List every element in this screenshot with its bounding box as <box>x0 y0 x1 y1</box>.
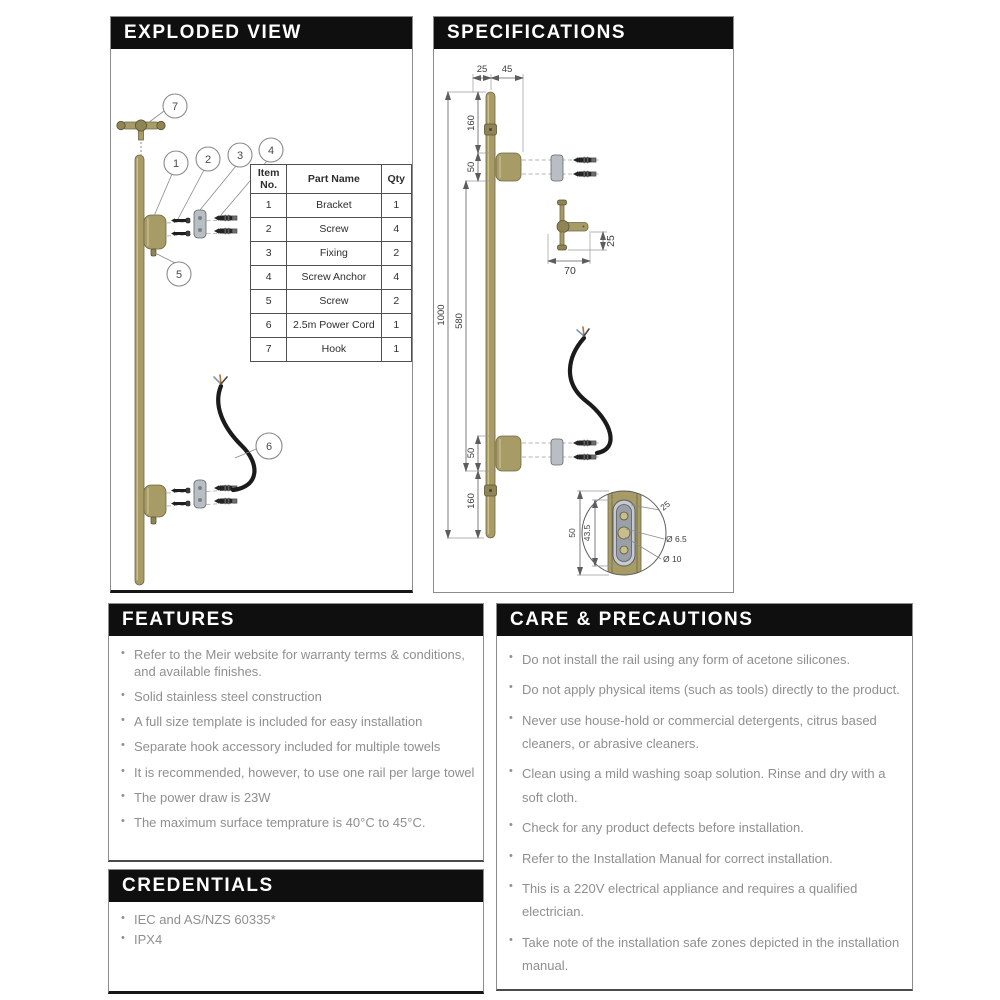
list-item: • Refer to the Installation Manual for correct installation. <box>507 847 906 870</box>
parts-table-header-item: Item No. <box>251 164 287 193</box>
credentials-header: CREDENTIALS <box>109 870 483 902</box>
dim-top <box>473 64 523 152</box>
svg-text:3: 3 <box>236 149 244 162</box>
screw-anchor <box>573 171 596 177</box>
hook-detail <box>548 200 617 277</box>
specifications-panel <box>433 16 734 593</box>
dim-70: 70 <box>564 264 576 277</box>
dim-50-top: 50 <box>466 161 477 173</box>
care-precautions-panel <box>496 603 913 991</box>
parts-table <box>250 164 412 362</box>
lower-bracket-assembly <box>496 436 599 471</box>
list-item: • Separate hook accessory included for multiple towels <box>119 738 475 755</box>
specifications-header: SPECIFICATIONS <box>434 17 733 49</box>
table-row: 6 2.5m Power Cord 1 <box>251 313 412 337</box>
table-row: 7 Hook 1 <box>251 337 412 361</box>
list-item: • Do not install the rail using any form of acetone silicones. <box>507 648 906 671</box>
list-item: • A full size template is included for easy installation <box>119 713 475 730</box>
dim-50-bottom: 50 <box>466 447 477 459</box>
fixing <box>551 439 563 465</box>
dim-dia-6-5: Ø 6.5 <box>666 533 687 544</box>
list-item: • IPX4 <box>119 930 475 950</box>
screw-anchor <box>214 215 237 221</box>
screw-anchor <box>573 454 596 460</box>
screw-anchor <box>214 228 237 234</box>
screw-anchor <box>573 440 596 446</box>
svg-text:4: 4 <box>267 144 275 157</box>
care-precautions-list <box>507 648 906 978</box>
parts-table-header-name: Part Name <box>287 164 381 193</box>
screw-anchor <box>573 157 596 163</box>
svg-text:5: 5 <box>175 268 183 281</box>
list-item: • Solid stainless steel construction <box>119 688 475 705</box>
parts-table-header-qty: Qty <box>381 164 411 193</box>
dim-580: 580 <box>454 312 465 329</box>
svg-text:2: 2 <box>204 153 212 166</box>
dim-25-detail: 25 <box>658 498 672 513</box>
dim-25: 25 <box>476 63 488 75</box>
hook <box>117 120 165 156</box>
exploded-view-body <box>111 49 412 592</box>
dim-dia-10: Ø 10 <box>663 553 682 564</box>
specifications-body <box>434 49 733 592</box>
table-row: 4 Screw Anchor 4 <box>251 265 412 289</box>
features-list <box>119 646 475 831</box>
dim-50-detail: 50 <box>567 528 577 538</box>
exploded-view-header: EXPLODED VIEW <box>111 17 412 49</box>
bracket <box>144 215 166 249</box>
table-row: 1 Bracket 1 <box>251 193 412 217</box>
cross-section-detail <box>567 491 687 575</box>
specifications-diagram <box>434 49 733 592</box>
upper-bracket-assembly <box>496 153 599 181</box>
dim-160-bottom: 160 <box>466 492 477 509</box>
exploded-view-panel <box>110 16 413 593</box>
list-item: • The maximum surface temprature is 40°C to 45°C. <box>119 814 475 831</box>
bracket <box>144 485 166 517</box>
fixing <box>194 210 206 238</box>
list-item: • Take note of the installation safe zones depicted in the installation manual. <box>507 931 906 978</box>
fixing <box>194 480 206 508</box>
dim-45: 45 <box>501 63 513 75</box>
list-item: • The power draw is 23W <box>119 789 475 806</box>
features-header: FEATURES <box>109 604 483 636</box>
screw-anchor <box>214 498 237 504</box>
dim-160-top: 160 <box>466 114 477 131</box>
svg-text:6: 6 <box>265 440 273 453</box>
list-item: • Clean using a mild washing soap solution. Rinse and dry with a soft cloth. <box>507 762 906 809</box>
list-item: • Never use house-hold or commercial detergents, citrus based cleaners, or abrasive cleaners. <box>507 709 906 756</box>
dim-25-hook: 25 <box>605 235 617 247</box>
table-row: 5 Screw 2 <box>251 289 412 313</box>
lower-bracket-assembly <box>144 480 239 524</box>
list-item: • This is a 220V electrical appliance and requires a qualified electrician. <box>507 877 906 924</box>
features-panel <box>108 603 484 862</box>
list-item: • Refer to the Meir website for warranty terms & conditions, and available finishes. <box>119 646 475 680</box>
list-item: • It is recommended, however, to use one rail per large towel <box>119 764 475 781</box>
credentials-list <box>119 910 475 950</box>
table-row: 2 Screw 4 <box>251 217 412 241</box>
power-cord <box>570 327 611 453</box>
list-item: • Check for any product defects before installation. <box>507 816 906 839</box>
list-item: • IEC and AS/NZS 60335* <box>119 910 475 930</box>
svg-text:7: 7 <box>171 100 179 113</box>
fixing <box>551 155 563 181</box>
power-cord <box>214 375 254 490</box>
care-precautions-header: CARE & PRECAUTIONS <box>497 604 912 636</box>
table-row: 3 Fixing 2 <box>251 241 412 265</box>
dim-43-5-detail: 43.5 <box>582 524 592 542</box>
callout-7 <box>148 94 187 123</box>
svg-text:1: 1 <box>172 157 180 170</box>
list-item: • Do not apply physical items (such as tools) directly to the product. <box>507 678 906 701</box>
credentials-panel <box>108 869 484 994</box>
upper-bracket-assembly <box>144 210 239 256</box>
callout-5 <box>155 253 191 286</box>
dim-1000: 1000 <box>436 304 447 326</box>
callout-1 <box>154 151 188 216</box>
rail <box>135 155 144 585</box>
